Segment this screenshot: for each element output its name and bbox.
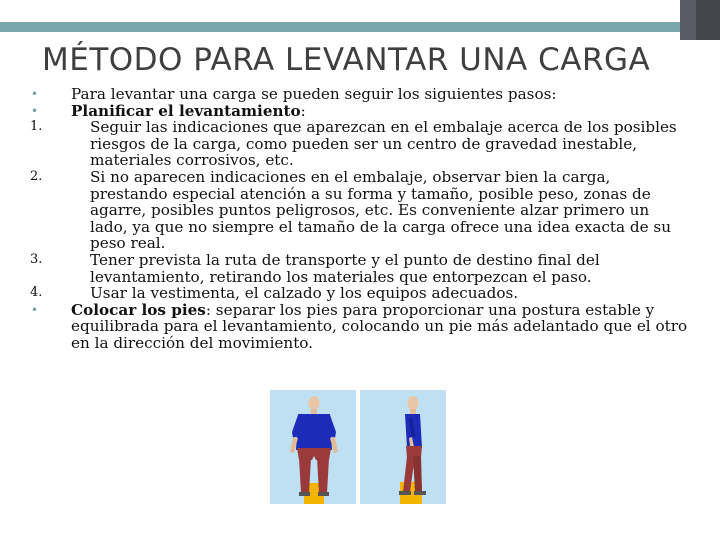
slide-header-bar (0, 0, 720, 40)
list-item (30, 103, 690, 120)
list-item (30, 302, 690, 352)
number-marker: 3. (30, 251, 43, 267)
number-marker: 2. (30, 168, 43, 184)
bullet-marker: • (31, 103, 39, 118)
item-text: Seguir las indicaciones que aparezcan en el embalaje acerca de los posibles riesgos de la carga, como pueden ser un centro de gravedad inestable, materiales corrosivos, etc. (90, 118, 677, 170)
number-marker: 1. (30, 119, 43, 135)
item-heading: Colocar los pies (71, 300, 206, 319)
item-text: : (300, 101, 306, 120)
slide-body (30, 86, 690, 352)
bullet-marker: • (31, 302, 39, 317)
item-text: Para levantar una carga se pueden seguir los siguientes pasos: (71, 85, 557, 103)
item-text: Si no aparecen indicaciones en el embalaje, observar bien la carga, prestando especial atención a su forma y tamaño, posible peso, zonas de agarre, posibles puntos peligrosos, etc. Es conveniente alzar primero un lado, ya que no siempre el tamaño de la carga ofrece una idea exacta de su peso real. (90, 167, 671, 253)
list-item (30, 86, 690, 103)
front-view-figure (270, 390, 356, 504)
item-text: : separar los pies para proporcionar una postura estable y equilibrada para el levantamiento, colocando un pie más adelantado que el otro en la dirección del movimiento. (71, 300, 688, 352)
list-item (30, 285, 690, 302)
lifting-posture-illustrations (270, 390, 446, 504)
item-text: Tener prevista la ruta de transporte y el punto de destino final del levantamiento, retirando los materiales que entorpezcan el paso. (90, 250, 600, 286)
list-item (30, 119, 690, 169)
list-item (30, 169, 690, 252)
item-heading: Planificar el levantamiento (71, 101, 301, 120)
header-corner-block-dark (696, 0, 720, 40)
header-accent-stripe (0, 22, 680, 32)
bullet-marker: • (31, 87, 39, 101)
item-text: Usar la vestimenta, el calzado y los equipos adecuados. (90, 284, 519, 303)
list-item (30, 252, 690, 285)
number-marker: 4. (30, 285, 43, 301)
side-view-figure (360, 390, 446, 504)
slide-title: MÉTODO PARA LEVANTAR UNA CARGA (42, 42, 651, 78)
